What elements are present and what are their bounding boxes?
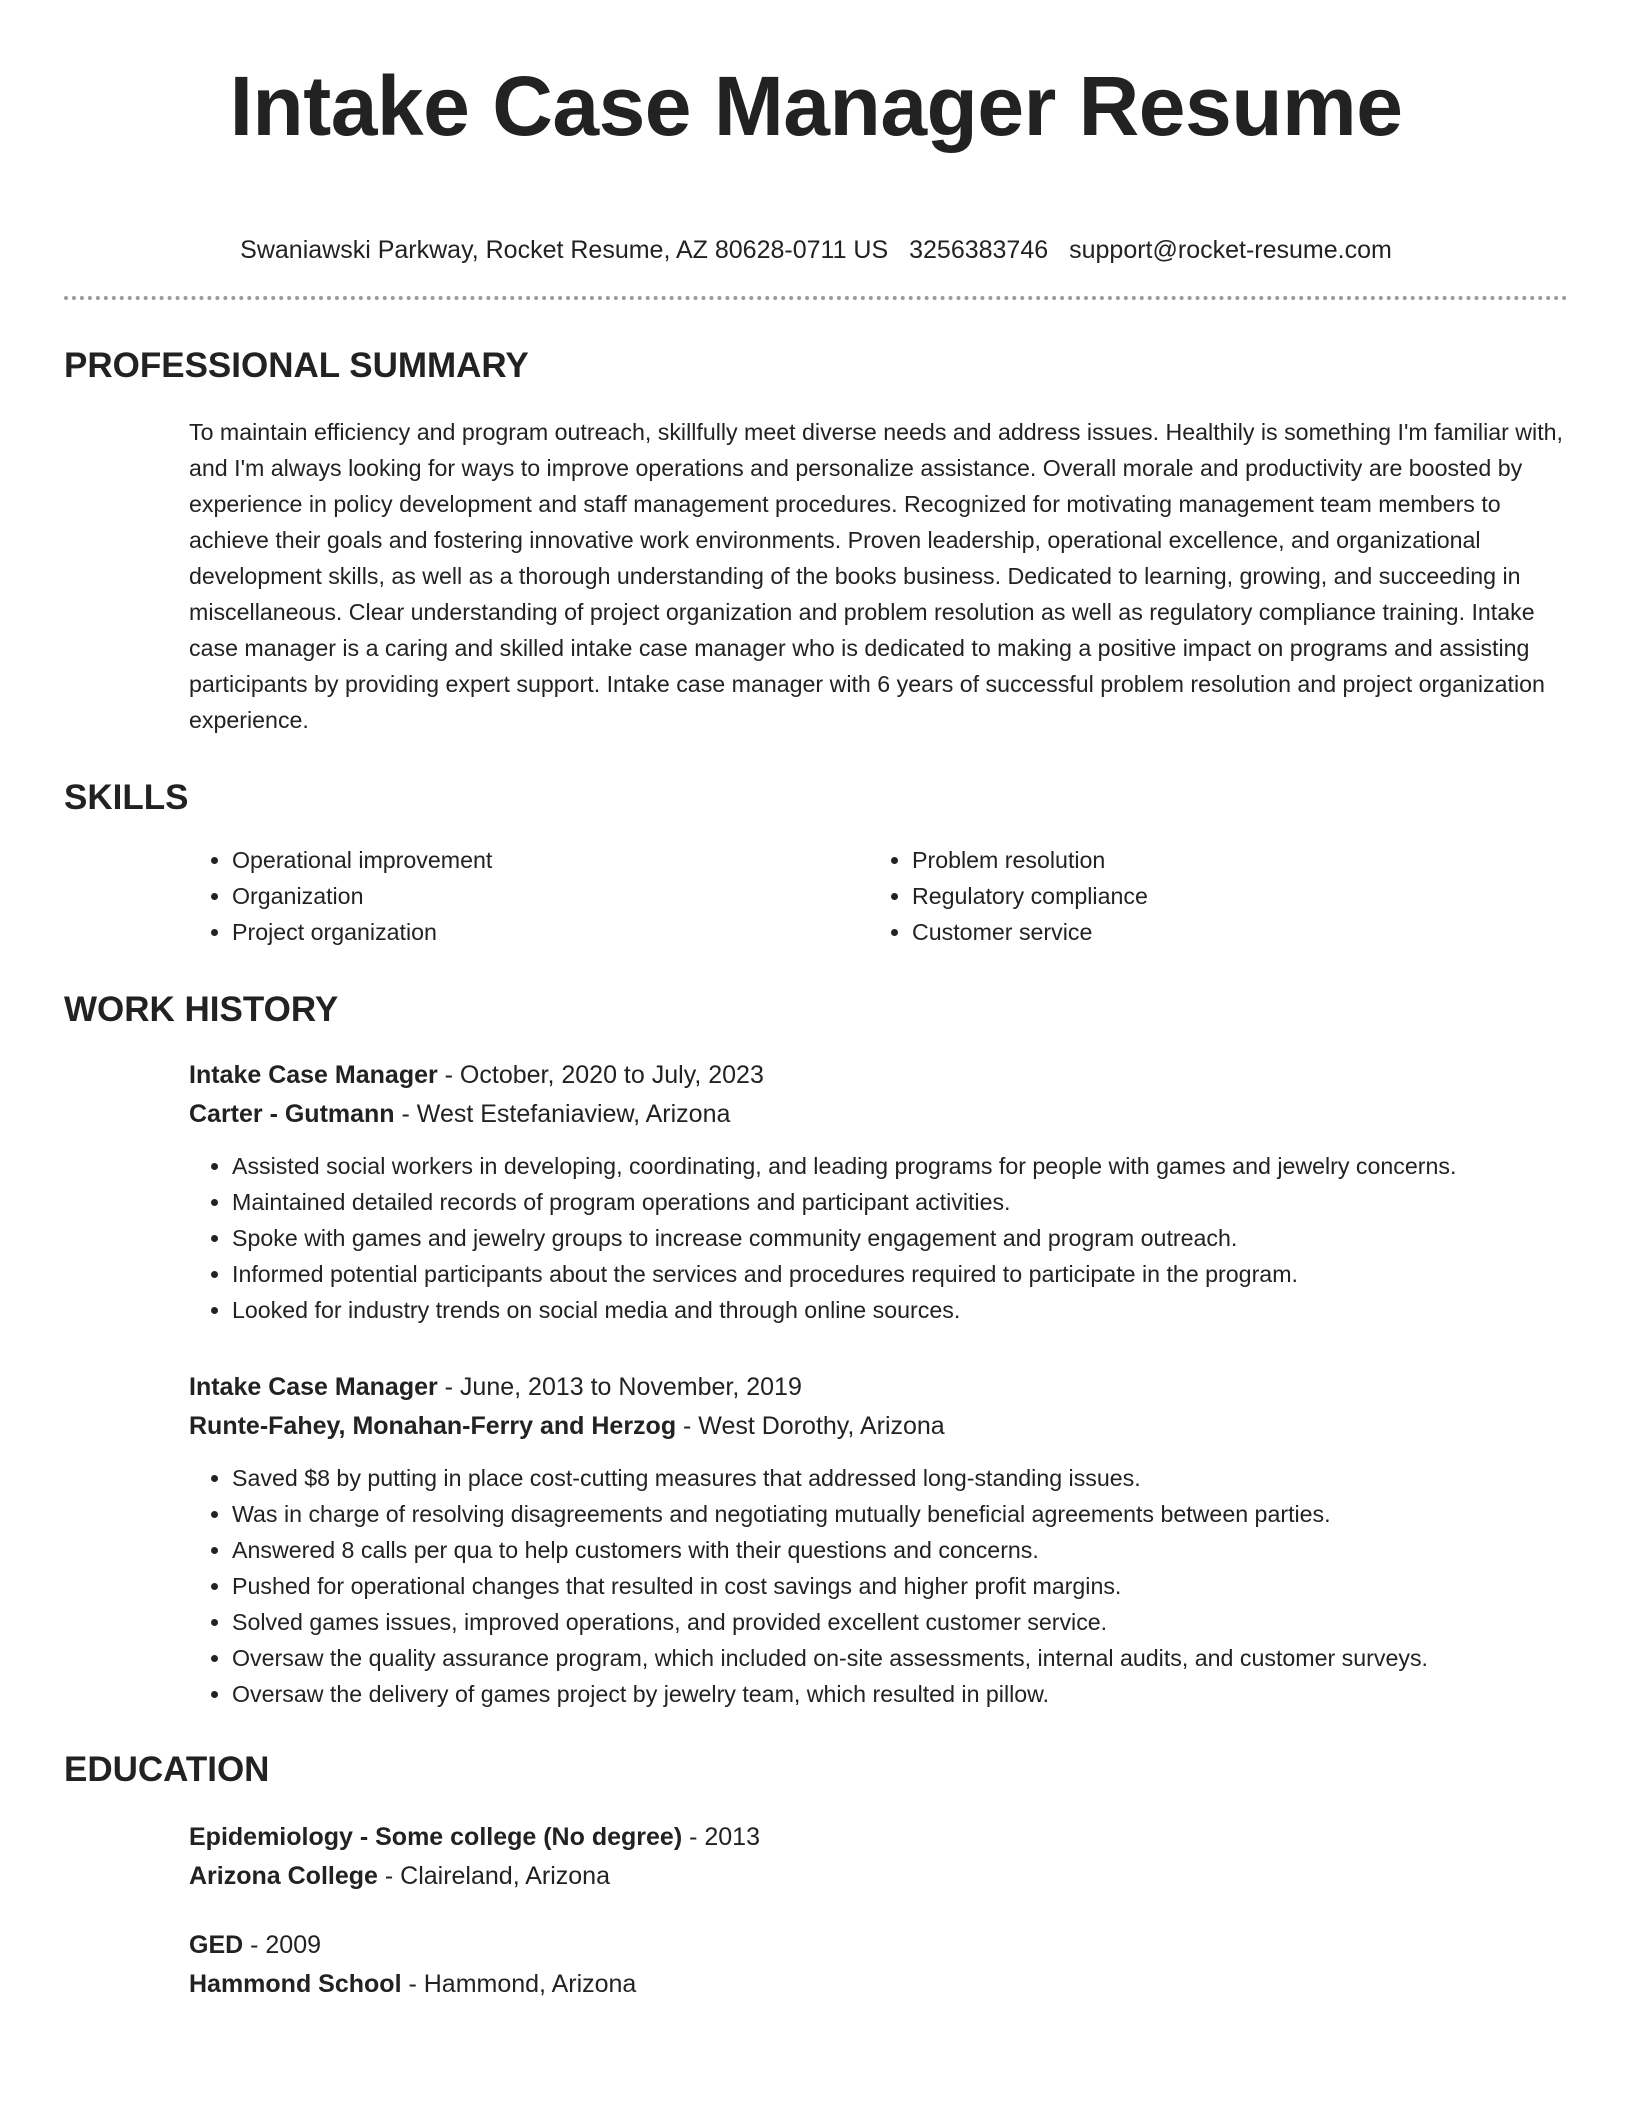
job-role: Intake Case Manager — [189, 1373, 438, 1401]
job-bullet: • Looked for industry trends on social media and through online sources. — [232, 1292, 1568, 1328]
job-location: - West Estefaniaview, Arizona — [394, 1100, 731, 1128]
contact-email: support@rocket-resume.com — [1069, 236, 1392, 264]
education-heading: EDUCATION — [64, 1750, 270, 1789]
skills-section — [64, 776, 1568, 950]
job-entry — [189, 1368, 1568, 1712]
education-year: - 2013 — [682, 1823, 760, 1851]
skills-list-right — [869, 842, 1568, 950]
job-bullet: • Was in charge of resolving disagreements and negotiating mutually beneficial agreements between parties. — [232, 1496, 1568, 1532]
work-heading: WORK HISTORY — [64, 990, 339, 1029]
education-entry — [189, 1926, 1568, 2004]
skill-item: • Problem resolution — [912, 842, 1568, 878]
education-location: - Hammond, Arizona — [401, 1970, 637, 1998]
job-bullet: • Oversaw the delivery of games project by jewelry team, which resulted in pillow. — [232, 1676, 1568, 1712]
job-bullet: • Solved games issues, improved operations, and provided excellent customer service. — [232, 1604, 1568, 1640]
education-degree-line — [189, 1818, 1568, 1857]
summary-text: To maintain efficiency and program outreach, skillfully meet diverse needs and address issues. Healthily is something I'm familiar with, and I'm always looking for ways to improve operations and personalize assistance. Overall morale and productivity are boosted by experience in policy development and staff management procedures. Recognized for motivating management team members to achieve their goals and fostering innovative work environments. Proven leadership, operational excellence, and organizational development skills, as well as a thorough understanding of the books business. Dedicated to learning, growing, and succeeding in miscellaneous. Clear understanding of project organization and problem resolution as well as regulatory compliance training. Intake case manager is a caring and skilled intake case manager who is dedicated to making a positive impact on programs and assisting participants by providing expert support. Intake case manager with 6 years of successful problem resolution and project organization experience. — [189, 419, 1563, 733]
job-bullet: • Assisted social workers in developing, coordinating, and leading programs for people with games and jewelry concerns. — [232, 1148, 1568, 1184]
skill-item: • Customer service — [912, 914, 1568, 950]
education-degree-line — [189, 1926, 1568, 1965]
job-bullets — [189, 1460, 1568, 1712]
job-bullet: • Maintained detailed records of program operations and participant activities. — [232, 1184, 1568, 1220]
skill-item: • Project organization — [232, 914, 869, 950]
skills-grid — [189, 842, 1568, 950]
job-company: Carter - Gutmann — [189, 1100, 395, 1128]
job-title-line — [189, 1056, 1568, 1095]
education-location: - Claireland, Arizona — [377, 1862, 610, 1890]
job-bullet: • Oversaw the quality assurance program, which included on-site assessments, internal audits, and customer surveys. — [232, 1640, 1568, 1676]
job-bullet: • Answered 8 calls per qua to help customers with their questions and concerns. — [232, 1532, 1568, 1568]
education-entry — [189, 1818, 1568, 1896]
skills-heading: SKILLS — [64, 778, 189, 817]
job-company: Runte-Fahey, Monahan-Ferry and Herzog — [189, 1412, 677, 1440]
job-dates: - June, 2013 to November, 2019 — [437, 1373, 802, 1401]
education-school: Arizona College — [189, 1862, 378, 1890]
skills-list-left — [189, 842, 869, 950]
job-role: Intake Case Manager — [189, 1061, 438, 1089]
education-school-line — [189, 1857, 1568, 1896]
header-divider — [64, 296, 1568, 300]
summary-heading: PROFESSIONAL SUMMARY — [64, 346, 529, 385]
job-company-line — [189, 1095, 1568, 1134]
education-section — [64, 1748, 1568, 2004]
summary-section — [64, 344, 1568, 738]
skill-item: • Operational improvement — [232, 842, 869, 878]
job-entry — [189, 1056, 1568, 1328]
job-bullet: • Saved $8 by putting in place cost-cutting measures that addressed long-standing issues. — [232, 1460, 1568, 1496]
job-bullet: • Pushed for operational changes that resulted in cost savings and higher profit margins. — [232, 1568, 1568, 1604]
skill-item: • Regulatory compliance — [912, 878, 1568, 914]
contact-line — [64, 234, 1568, 266]
resume-title: Intake Case Manager Resume — [229, 59, 1403, 153]
job-bullet: • Spoke with games and jewelry groups to increase community engagement and program outreach. — [232, 1220, 1568, 1256]
education-school: Hammond School — [189, 1970, 402, 1998]
job-location: - West Dorothy, Arizona — [676, 1412, 945, 1440]
job-title-line — [189, 1368, 1568, 1407]
job-bullet: • Informed potential participants about the services and procedures required to participate in the program. — [232, 1256, 1568, 1292]
education-school-line — [189, 1965, 1568, 2004]
job-dates: - October, 2020 to July, 2023 — [437, 1061, 764, 1089]
contact-address: Swaniawski Parkway, Rocket Resume, AZ 80628-0711 US — [240, 236, 889, 264]
job-company-line — [189, 1407, 1568, 1446]
work-section — [64, 988, 1568, 1712]
education-year: - 2009 — [243, 1931, 322, 1959]
education-degree: GED — [189, 1931, 244, 1959]
job-bullets — [189, 1148, 1568, 1328]
skill-item: • Organization — [232, 878, 869, 914]
contact-phone: 3256383746 — [909, 236, 1049, 264]
education-degree: Epidemiology - Some college (No degree) — [189, 1823, 683, 1851]
